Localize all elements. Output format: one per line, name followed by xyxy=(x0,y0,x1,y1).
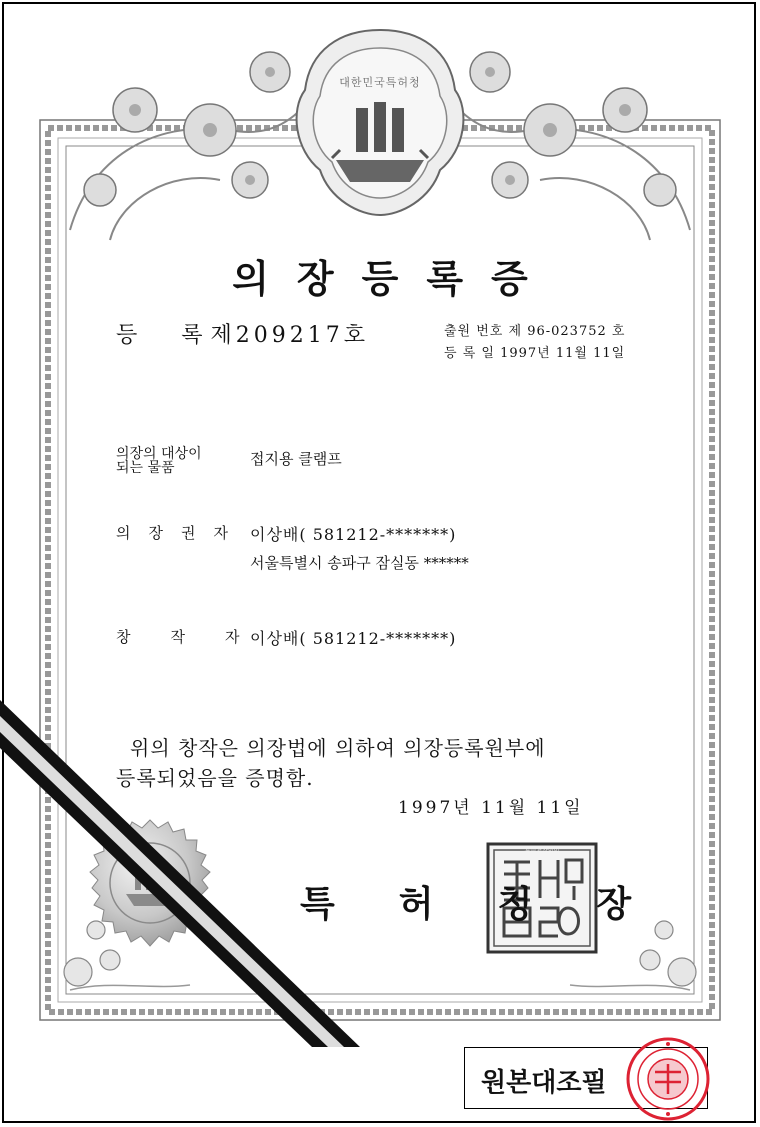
issuer-name: 특허청장 xyxy=(300,883,696,925)
registration-label-1: 등 xyxy=(116,323,138,348)
creator-name: 이상배( 581212-*******) xyxy=(250,629,457,648)
certification-text-line2: 등록되었음을 증명함. xyxy=(116,766,314,790)
issue-date: 1997년 11월 11일 xyxy=(398,798,584,818)
document-title: 의장등록증 xyxy=(232,256,556,301)
registration-date-line xyxy=(444,342,625,361)
article-value: 접지용 클램프 xyxy=(250,450,342,468)
article-label-line2: 되는 물품 xyxy=(116,460,175,476)
registration-number-line xyxy=(116,318,369,349)
application-number: 제 96-023752 호 xyxy=(508,324,626,339)
official-seal-text: 특허청장의인 xyxy=(524,848,560,855)
copy-verification-label: 원본대조필 xyxy=(481,1068,607,1098)
right-holder-label: 의장권자 xyxy=(116,524,246,542)
article-label-line1: 의장의 대상이 xyxy=(116,446,202,462)
creator-label: 창작자 xyxy=(116,628,280,646)
certification-text-line1: 위의 창작은 의장법에 의하여 의장등록원부에 xyxy=(130,736,546,760)
copy-verification-stamp xyxy=(464,1047,708,1109)
application-number-label: 출원 번호 xyxy=(444,324,504,339)
right-holder-address: 서울특별시 송파구 잠실동 ****** xyxy=(250,554,469,572)
application-number-line xyxy=(444,320,625,339)
registration-date-label: 등 록 일 xyxy=(444,346,495,361)
emblem-text: 대한민국특허청 xyxy=(339,76,421,89)
right-holder-name: 이상배( 581212-*******) xyxy=(250,525,457,544)
registration-date: 1997년 11월 11일 xyxy=(500,346,626,361)
registration-number: 제209217호 xyxy=(210,323,370,348)
red-company-seal-icon xyxy=(625,1036,711,1122)
registration-label-2: 록 xyxy=(181,323,203,348)
